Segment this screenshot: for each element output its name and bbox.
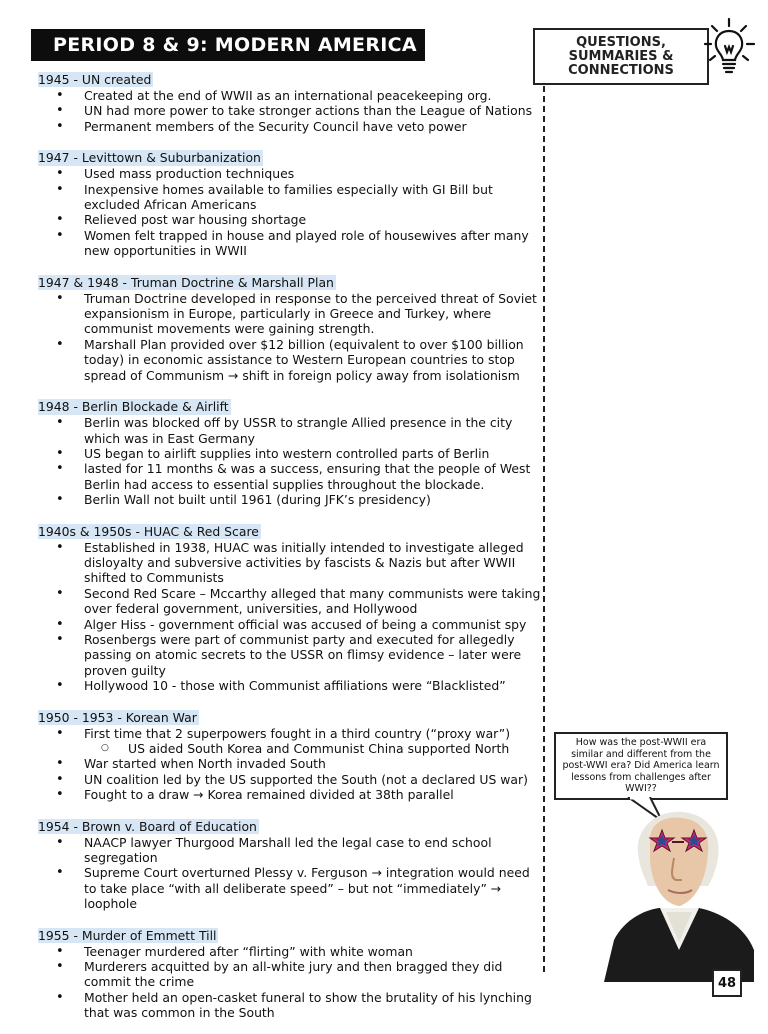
- page-number: 48: [712, 969, 742, 997]
- bullet-list: [38, 166, 543, 258]
- bullet-list: [38, 540, 543, 694]
- bullet-item: • NAACP lawyer Thurgood Marshall led the legal case to end school segregation: [38, 835, 543, 866]
- column-divider: [543, 86, 545, 972]
- bullet-item: • Marshall Plan provided over $12 billion (equivalent to over $100 billion today) in economic assistance to Western European countries to stop spread of Communism → shift in foreign policy away from isolationism: [38, 337, 543, 383]
- note-section: [38, 69, 543, 134]
- bullet-item: • Berlin was blocked off by USSR to strangle Allied presence in the city which was in East Germany: [38, 415, 543, 446]
- bullet-item: • Inexpensive homes available to families especially with GI Bill but excluded African Americans: [38, 182, 543, 213]
- bullet-item: • Teenager murdered after “flirting” with white woman: [38, 944, 543, 959]
- section-heading: 1947 & 1948 - Truman Doctrine & Marshall Plan: [38, 274, 334, 290]
- bullet-list: [38, 88, 543, 134]
- section-heading: 1955 - Murder of Emmett Till: [38, 927, 217, 943]
- bullet-list: [38, 291, 543, 383]
- bullet-item: • War started when North invaded South: [38, 756, 543, 771]
- bullet-item: • Alger Hiss - government official was accused of being a communist spy: [38, 617, 543, 632]
- note-section: [38, 707, 543, 803]
- section-heading: 1947 - Levittown & Suburbanization: [38, 150, 261, 166]
- bullet-item: • Berlin Wall not built until 1961 (during JFK’s presidency): [38, 492, 543, 507]
- bullet-item: • Truman Doctrine developed in response to the perceived threat of Soviet expansionism in Europe, particularly in Greece and Turkey, where communist movements were gaining strength.: [38, 291, 543, 337]
- note-section: [38, 925, 543, 1021]
- bullet-list: [38, 835, 543, 912]
- bullet-item: • Supreme Court overturned Plessy v. Ferguson → integration would need to take place “with all deliberate speed” – but not “immediately” → loophole: [38, 865, 543, 911]
- note-section: [38, 816, 543, 912]
- bullet-item: • Mother held an open-casket funeral to show the brutality of his lynching that was common in the South: [38, 990, 543, 1021]
- bullet-item: • Women felt trapped in house and played role of housewives after many new opportunities in WWII: [38, 228, 543, 259]
- bullet-item: • Rosenbergs were part of communist party and executed for allegedly passing on atomic secrets to the USSR on flimsy evidence – later were proven guilty: [38, 632, 543, 678]
- bullet-item: • Fought to a draw → Korea remained divided at 38th parallel: [38, 787, 543, 802]
- section-heading: 1940s & 1950s - HUAC & Red Scare: [38, 523, 259, 539]
- washington-portrait: [604, 800, 754, 982]
- bullet-item: • Second Red Scare – Mccarthy alleged that many communists were taking over federal government, universities, and Hollywood: [38, 586, 543, 617]
- bullet-item: • UN had more power to take stronger actions than the League of Nations: [38, 103, 543, 118]
- notes-column: [38, 69, 543, 1034]
- question-bubble: How was the post-WWII era similar and different from the post-WWI era? Did America learn lessons from challenges after WWI??: [554, 732, 728, 800]
- bullet-item: • Established in 1938, HUAC was initially intended to investigate alleged disloyalty and subversive activities by fascists & Nazis but after WWII shifted to Communists: [38, 540, 543, 586]
- bullet-item: • Used mass production techniques: [38, 166, 543, 181]
- section-heading: 1948 - Berlin Blockade & Airlift: [38, 399, 229, 415]
- page-title: PERIOD 8 & 9: MODERN AMERICA: [31, 29, 425, 61]
- sub-bullet-item: ○ US aided South Korea and Communist China supported North: [38, 741, 543, 756]
- bullet-item: • Permanent members of the Security Council have veto power: [38, 119, 543, 134]
- lightbulb-icon: [702, 16, 760, 76]
- section-heading: 1945 - UN created: [38, 72, 152, 87]
- bullet-item: • First time that 2 superpowers fought in a third country (“proxy war”): [38, 726, 543, 741]
- bullet-item: • UN coalition led by the US supported the South (not a declared US war): [38, 772, 543, 787]
- bullet-item: • US began to airlift supplies into western controlled parts of Berlin: [38, 446, 543, 461]
- bullet-list: [38, 415, 543, 507]
- note-section: [38, 147, 543, 258]
- bullet-list: [38, 944, 543, 1021]
- bullet-item: • Hollywood 10 - those with Communist affiliations were “Blacklisted”: [38, 678, 543, 693]
- section-heading: 1954 - Brown v. Board of Education: [38, 818, 257, 834]
- sidebar-header: QUESTIONS, SUMMARIES & CONNECTIONS: [533, 28, 709, 85]
- section-heading: 1950 - 1953 - Korean War: [38, 709, 197, 725]
- bullet-item: • Created at the end of WWII as an international peacekeeping org.: [38, 88, 543, 103]
- bullet-list: [38, 726, 543, 803]
- note-section: [38, 396, 543, 507]
- note-section: [38, 521, 543, 694]
- bullet-item: • Relieved post war housing shortage: [38, 212, 543, 227]
- bullet-item: • Murderers acquitted by an all-white jury and then bragged they did commit the crime: [38, 959, 543, 990]
- bullet-item: • lasted for 11 months & was a success, ensuring that the people of West Berlin had access to essential supplies throughout the blockade.: [38, 461, 543, 492]
- note-section: [38, 272, 543, 383]
